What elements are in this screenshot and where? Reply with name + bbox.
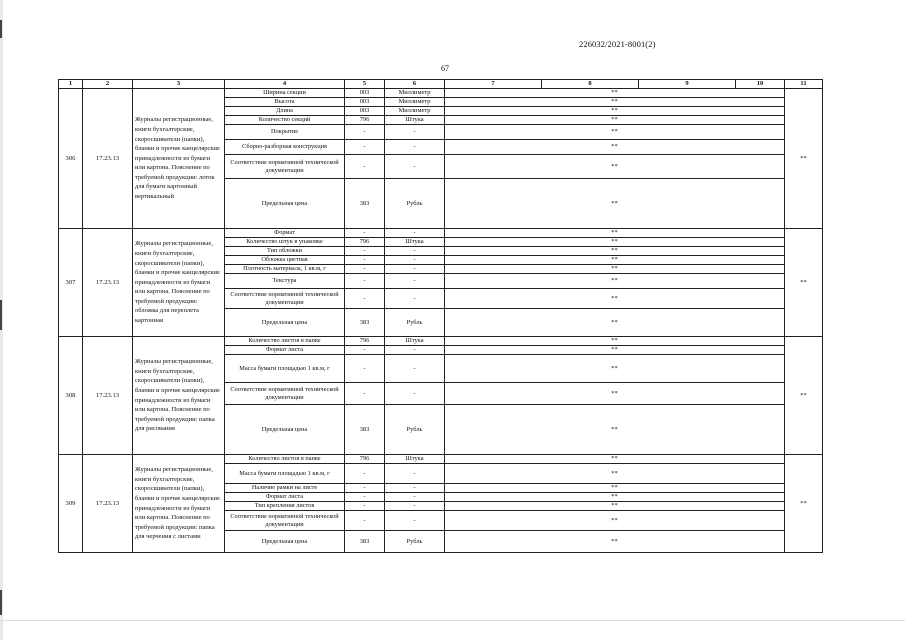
unit-name: Рубль	[385, 405, 445, 455]
unit-name: Рубль	[385, 309, 445, 337]
table-row	[59, 455, 823, 464]
unit-name: -	[385, 484, 445, 493]
characteristic-value: **	[445, 355, 785, 383]
characteristic-value: **	[445, 464, 785, 484]
okei-code: -	[345, 265, 385, 274]
characteristic-name: Соответствие нормативной технической документации	[225, 511, 345, 531]
unit-name: -	[385, 502, 445, 511]
characteristic-value: **	[445, 405, 785, 455]
table-row	[59, 229, 823, 238]
scan-bottom-edge	[0, 620, 905, 621]
characteristic-name: Формат листа	[225, 493, 345, 502]
characteristic-name: Соответствие нормативной технической документации	[225, 383, 345, 405]
table-row	[59, 89, 823, 98]
column-11-value: **	[785, 337, 823, 455]
characteristic-value: **	[445, 89, 785, 98]
unit-name: Миллиметр	[385, 89, 445, 98]
item-name: Журналы регистрационные, книги бухгалтерские, скоросшиватели (папки), бланки и прочие канцелярские принадлежности из бумаги или картона. Пояснение по требуемой продукции: лоток для бумаги картонный вертикальный	[133, 89, 225, 229]
okei-code: 796	[345, 455, 385, 464]
column-header: 7	[445, 80, 542, 89]
characteristic-value: **	[445, 265, 785, 274]
item-number: 309	[59, 455, 83, 553]
characteristic-value: **	[445, 140, 785, 155]
page-number: 67	[441, 64, 449, 73]
unit-name: -	[385, 140, 445, 155]
characteristic-value: **	[445, 337, 785, 346]
characteristic-name: Соответствие нормативной технической документации	[225, 289, 345, 309]
document-number: 226032/2021-8001(2)	[579, 39, 656, 49]
okei-code: -	[345, 247, 385, 256]
unit-name: -	[385, 155, 445, 179]
okpd2-code: 17.23.13	[83, 229, 133, 337]
characteristic-value: **	[445, 289, 785, 309]
characteristic-name: Высота	[225, 98, 345, 107]
characteristic-value: **	[445, 247, 785, 256]
characteristic-name: Предельная цена	[225, 531, 345, 553]
column-header: 8	[542, 80, 639, 89]
characteristic-name: Количество секций	[225, 116, 345, 125]
okei-code: -	[345, 493, 385, 502]
characteristic-name: Соответствие нормативной технической документации	[225, 155, 345, 179]
unit-name: Миллиметр	[385, 98, 445, 107]
characteristic-name: Количество листов в папке	[225, 337, 345, 346]
okei-code: 796	[345, 337, 385, 346]
characteristic-name: Масса бумаги площадью 1 кв.м, г	[225, 355, 345, 383]
unit-name: -	[385, 464, 445, 484]
characteristic-value: **	[445, 346, 785, 355]
column-header: 5	[345, 80, 385, 89]
characteristic-name: Количество листов в папке	[225, 455, 345, 464]
characteristic-name: Количество штук в упаковке	[225, 238, 345, 247]
characteristic-name: Тип обложки	[225, 247, 345, 256]
characteristic-name: Предельная цена	[225, 179, 345, 229]
okei-code: 796	[345, 238, 385, 247]
characteristic-value: **	[445, 502, 785, 511]
okei-code: -	[345, 256, 385, 265]
characteristic-value: **	[445, 274, 785, 289]
characteristic-name: Сборно-разборная конструкция	[225, 140, 345, 155]
item-name: Журналы регистрационные, книги бухгалтерские, скоросшиватели (папки), бланки и прочие канцелярские принадлежности из бумаги или картона. Пояснение по требуемой продукции: папка для рисования	[133, 337, 225, 455]
characteristic-name: Формат листа	[225, 346, 345, 355]
item-name: Журналы регистрационные, книги бухгалтерские, скоросшиватели (папки), бланки и прочие канцелярские принадлежности из бумаги или картона. Пояснение по требуемой продукции: папка для черчения с листами	[133, 455, 225, 553]
okei-code: -	[345, 511, 385, 531]
okei-code: -	[345, 155, 385, 179]
characteristic-name: Текстура	[225, 274, 345, 289]
characteristic-value: **	[445, 531, 785, 553]
scan-edge-mark	[0, 590, 2, 615]
column-header: 10	[736, 80, 785, 89]
characteristic-value: **	[445, 455, 785, 464]
okei-code: 003	[345, 89, 385, 98]
okei-code: -	[345, 355, 385, 383]
characteristic-value: **	[445, 155, 785, 179]
unit-name: Рубль	[385, 179, 445, 229]
unit-name: Штука	[385, 455, 445, 464]
unit-name: Штука	[385, 238, 445, 247]
characteristic-name: Обложка цветная	[225, 256, 345, 265]
okei-code: 383	[345, 179, 385, 229]
item-name: Журналы регистрационные, книги бухгалтерские, скоросшиватели (папки), бланки и прочие канцелярские принадлежности из бумаги или картона. Пояснение по требуемой продукции: обложка для переплета картонная	[133, 229, 225, 337]
okei-code: 383	[345, 405, 385, 455]
scan-edge-mark	[0, 20, 2, 38]
column-11-value: **	[785, 229, 823, 337]
okei-code: -	[345, 502, 385, 511]
characteristic-name: Предельная цена	[225, 309, 345, 337]
okei-code: 003	[345, 107, 385, 116]
column-header: 2	[83, 80, 133, 89]
characteristic-value: **	[445, 107, 785, 116]
unit-name: -	[385, 493, 445, 502]
characteristic-value: **	[445, 256, 785, 265]
item-number: 308	[59, 337, 83, 455]
scan-edge-mark	[0, 300, 2, 330]
register-table	[58, 79, 823, 553]
characteristic-name: Ширина секции	[225, 89, 345, 98]
characteristic-value: **	[445, 125, 785, 140]
item-number: 306	[59, 89, 83, 229]
okei-code: -	[345, 464, 385, 484]
unit-name: Штука	[385, 337, 445, 346]
okei-code: -	[345, 346, 385, 355]
characteristic-name: Плотность материала, 1 кв.м, г	[225, 265, 345, 274]
okei-code: -	[345, 484, 385, 493]
column-11-value: **	[785, 89, 823, 229]
column-header: 4	[225, 80, 345, 89]
okpd2-code: 17.23.13	[83, 89, 133, 229]
unit-name: -	[385, 346, 445, 355]
characteristic-value: **	[445, 493, 785, 502]
okei-code: -	[345, 140, 385, 155]
table-row	[59, 337, 823, 346]
item-number: 307	[59, 229, 83, 337]
okei-code: -	[345, 125, 385, 140]
unit-name: -	[385, 125, 445, 140]
okpd2-code: 17.23.13	[83, 455, 133, 553]
characteristic-name: Покрытие	[225, 125, 345, 140]
okei-code: -	[345, 383, 385, 405]
table-header-row	[59, 80, 823, 89]
okei-code: 383	[345, 531, 385, 553]
column-header: 11	[785, 80, 823, 89]
characteristic-name: Формат	[225, 229, 345, 238]
okei-code: 003	[345, 98, 385, 107]
characteristic-name: Масса бумаги площадью 1 кв.м, г	[225, 464, 345, 484]
characteristic-value: **	[445, 511, 785, 531]
characteristic-value: **	[445, 98, 785, 107]
unit-name: Рубль	[385, 531, 445, 553]
unit-name: -	[385, 511, 445, 531]
unit-name: -	[385, 289, 445, 309]
characteristic-name: Предельная цена	[225, 405, 345, 455]
unit-name: -	[385, 256, 445, 265]
okpd2-code: 17.23.13	[83, 337, 133, 455]
column-header: 9	[639, 80, 736, 89]
characteristic-name: Длина	[225, 107, 345, 116]
unit-name: -	[385, 247, 445, 256]
okei-code: -	[345, 289, 385, 309]
unit-name: -	[385, 383, 445, 405]
okei-code: -	[345, 229, 385, 238]
unit-name: -	[385, 355, 445, 383]
unit-name: -	[385, 265, 445, 274]
column-11-value: **	[785, 455, 823, 553]
column-header: 1	[59, 80, 83, 89]
characteristic-value: **	[445, 238, 785, 247]
unit-name: -	[385, 274, 445, 289]
characteristic-value: **	[445, 229, 785, 238]
unit-name: -	[385, 229, 445, 238]
characteristic-value: **	[445, 309, 785, 337]
characteristic-value: **	[445, 383, 785, 405]
okei-code: 796	[345, 116, 385, 125]
okei-code: -	[345, 274, 385, 289]
characteristic-value: **	[445, 484, 785, 493]
column-header: 6	[385, 80, 445, 89]
characteristic-name: Тип крепления листов	[225, 502, 345, 511]
unit-name: Штука	[385, 116, 445, 125]
characteristic-value: **	[445, 116, 785, 125]
characteristic-name: Наличие рамки на листе	[225, 484, 345, 493]
okei-code: 383	[345, 309, 385, 337]
unit-name: Миллиметр	[385, 107, 445, 116]
column-header: 3	[133, 80, 225, 89]
characteristic-value: **	[445, 179, 785, 229]
